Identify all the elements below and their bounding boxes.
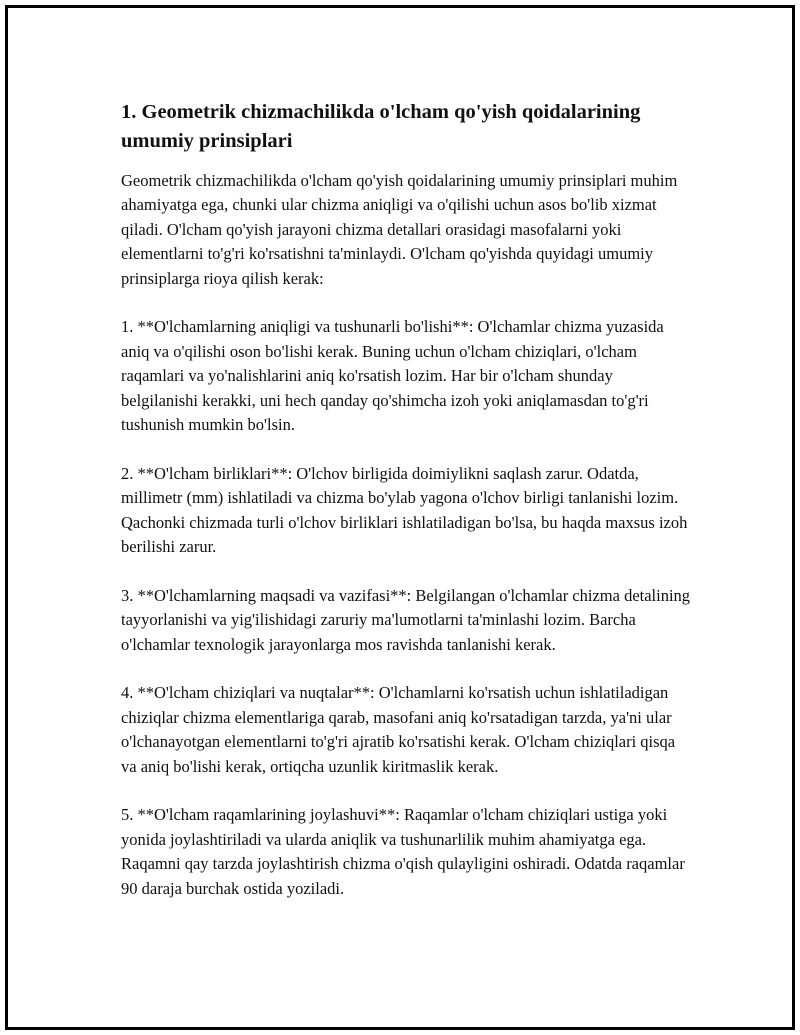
document-page [5,5,795,1030]
list-item-3: 3. **O'lchamlarning maqsadi va vazifasi**: Belgilangan o'lchamlar chizma detalining tayyorlanishi va yig'ilishidagi zaruriy ma'lumotlarni ta'minlashi lozim. Barcha o'lchamlar texnologik jarayonlarga mos ravishda tanlanishi kerak. [121,585,691,654]
list-item-5: 5. **O'lcham raqamlarining joylashuvi**: Raqamlar o'lcham chiziqlari ustiga yoki yonida joylashtiriladi va ularda aniqlik va tushunarlilik muhim ahamiyatga ega. Raqamni qay tarzda joylashtirish chizma o'qish qulayligini oshiradi. Odatda raqamlar 90 daraja burchak ostida yoziladi. [121,805,685,898]
list-item-2: 2. **O'lcham birliklari**: O'lchov birligida doimiylikni saqlash zarur. Odatda, millimetr (mm) ishlatiladi va chizma bo'ylab yagona o'lchov birligi tanlanishi lozim. Qachonki chizmada turli o'lchov birliklari ishlatiladigan bo'lsa, bu haqda maxsus izoh berilishi zarur. [121,463,688,557]
list-item-1: 1. **O'lchamlarning aniqligi va tushunarli bo'lishi**: O'lchamlar chizma yuzasida aniq va o'qilishi oson bo'lishi kerak. Buning uchun o'lcham chiziqlari, o'lcham raqamlari va yo'nalishlarini aniq ko'rsatish lozim. Har bir o'lcham shunday belgilanishi kerakki, uni hech qanday qo'shimcha izoh yoki aniqlamasdan to'g'ri tushunish mumkin bo'lsin. [121,317,664,435]
document-title: 1. Geometrik chizmachilikda o'lcham qo'yish qoidalarining umumiy prinsiplari [121,101,641,152]
intro-paragraph: Geometrik chizmachilikda o'lcham qo'yish qoidalarining umumiy prinsiplari muhim ahamiyatga ega, chunki ular chizma aniqligi va o'qilishi uchun asos bo'lib xizmat qiladi. O'lcham qo'yish jarayoni chizma detallari orasidagi masofalarni yoki elementlarni to'g'ri ko'rsatishni ta'minlaydi. O'lcham qo'yishda quyidagi umumiy prinsiplarga rioya qilish kerak: [121,171,678,288]
document-content [121,98,691,926]
list-item-4: 4. **O'lcham chiziqlari va nuqtalar**: O'lchamlarni ko'rsatish uchun ishlatiladigan chiziqlar chizma elementlariga qarab, masofani aniq ko'rsatadigan tarzda, ya'ni ular o'lchanayotgan elementlarni to'g'ri ajratib ko'rsatishi kerak. O'lcham chiziqlari qisqa va aniq bo'lishi kerak, ortiqcha uzunlik kiritmaslik kerak. [121,683,676,776]
